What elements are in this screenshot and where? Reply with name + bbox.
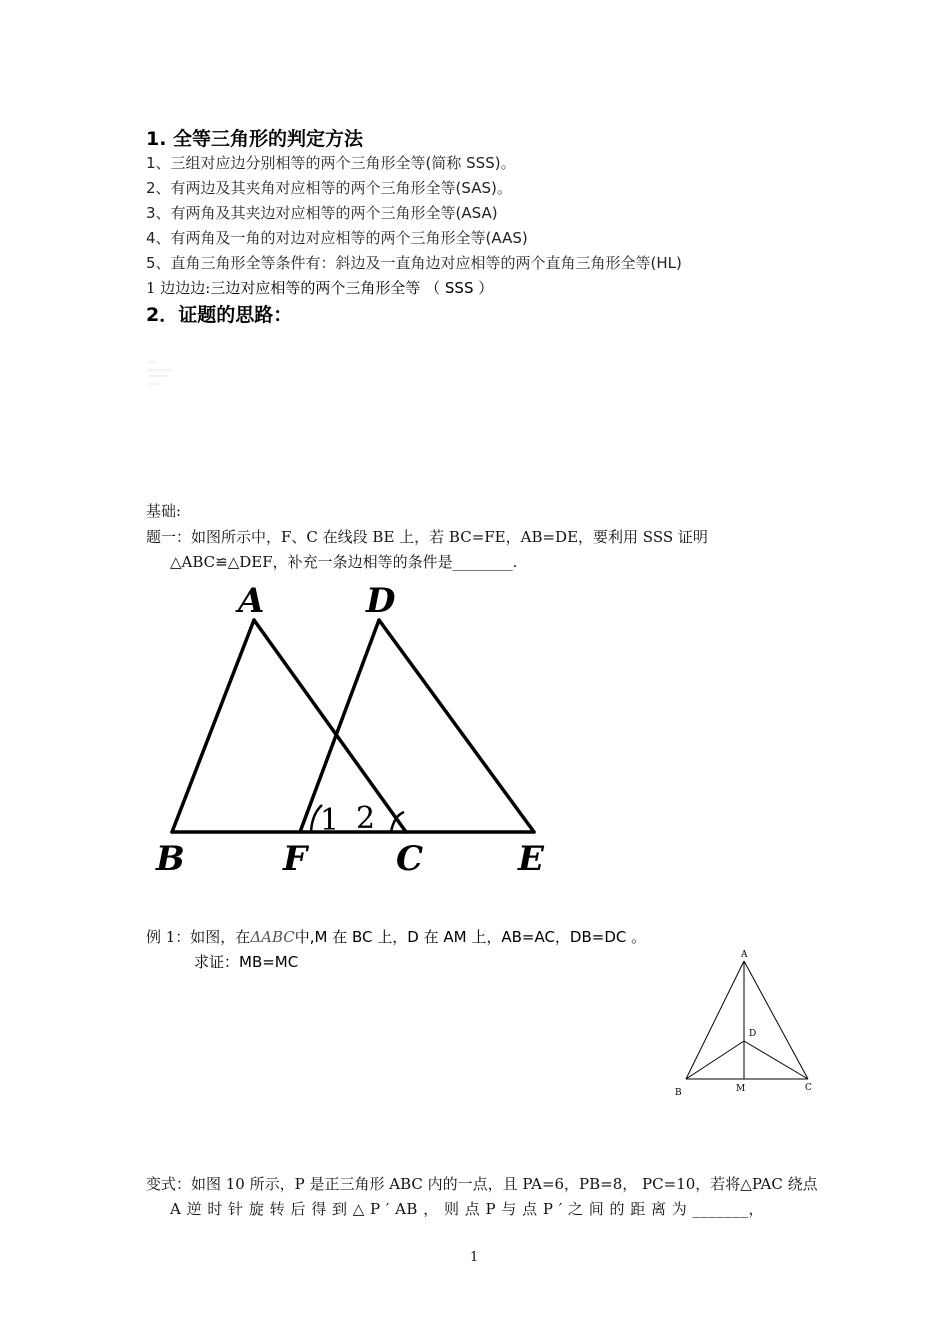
figure1-triangles [140, 578, 570, 878]
label-d: D [366, 581, 396, 621]
label-f: F [283, 839, 308, 878]
page-number: 1 [470, 1250, 479, 1265]
label-a: A [238, 581, 265, 621]
label-b: B [675, 1088, 682, 1098]
criterion-sss: 1、三组对应边分别相等的两个三角形全等(简称 SSS)。 [146, 154, 516, 172]
section1-title: 1. 全等三角形的判定方法 [146, 128, 364, 150]
criterion-asa: 3、有两角及其夹边对应相等的两个三角形全等(ASA) [146, 204, 498, 222]
sss-line [146, 277, 493, 298]
variant-line2: A 逆 时 针 旋 转 后 得 到 △ P ′ AB ， 则 点 P 与 点 P ′ 之 间 的 距 离 为 _______， [170, 1200, 765, 1218]
segment-dc [744, 1041, 808, 1079]
label-angle1: 1 [320, 803, 340, 838]
example1-prefix: 例 1：如图，在 [146, 928, 251, 946]
question1-line1: 题一：如图所示中，F、C 在线段 BE 上，若 BC=FE，AB=DE，要利用 SSS 证明 [146, 528, 708, 546]
label-angle2: 2 [356, 801, 376, 836]
example1-rest: 中,M 在 BC 上，D 在 AM 上，AB=AC，DB=DC 。 [294, 928, 647, 946]
example1-line [146, 926, 646, 947]
section2-title: 2．证题的思路： [146, 304, 293, 326]
broken-image-icon [146, 358, 176, 388]
label-c: C [396, 839, 424, 878]
criterion-aas: 4、有两角及一角的对边对应相等的两个三角形全等(AAS) [146, 229, 528, 247]
image-placeholder [146, 358, 176, 388]
segment-ab [686, 961, 744, 1079]
basics-label: 基础: [146, 502, 182, 520]
segment-de [379, 620, 534, 832]
question1-line2: △ABC≌△DEF，补充一条边相等的条件是________. [170, 553, 518, 571]
label-d: D [749, 1029, 757, 1039]
label-a: A [741, 950, 748, 960]
segment-ac [254, 620, 406, 832]
figure2-triangle [670, 945, 820, 1100]
criterion-hl: 5、直角三角形全等条件有：斜边及一直角边对应相等的两个直角三角形全等(HL) [146, 254, 682, 272]
label-b: B [156, 839, 185, 878]
label-c: C [805, 1083, 812, 1093]
example1-triangle: ΔABC [250, 928, 295, 946]
label-e: E [518, 839, 544, 878]
example1-proof: 求证：MB=MC [194, 953, 299, 971]
criterion-sas: 2、有两边及其夹角对应相等的两个三角形全等(SAS)。 [146, 179, 512, 197]
segment-ab [172, 620, 254, 832]
variant-line1: 变式：如图 10 所示，P 是正三角形 ABC 内的一点，且 PA=6，PB=8， PC=10，若将△PAC 绕点 [146, 1175, 818, 1193]
label-m: M [736, 1084, 746, 1094]
sss-line-body: 三边对应相等的两个三角形全等 （ SSS ） [210, 279, 494, 297]
segment-bd [686, 1041, 744, 1079]
segment-ac [744, 961, 808, 1079]
sss-line-prefix: 1 边边边: [146, 279, 211, 297]
